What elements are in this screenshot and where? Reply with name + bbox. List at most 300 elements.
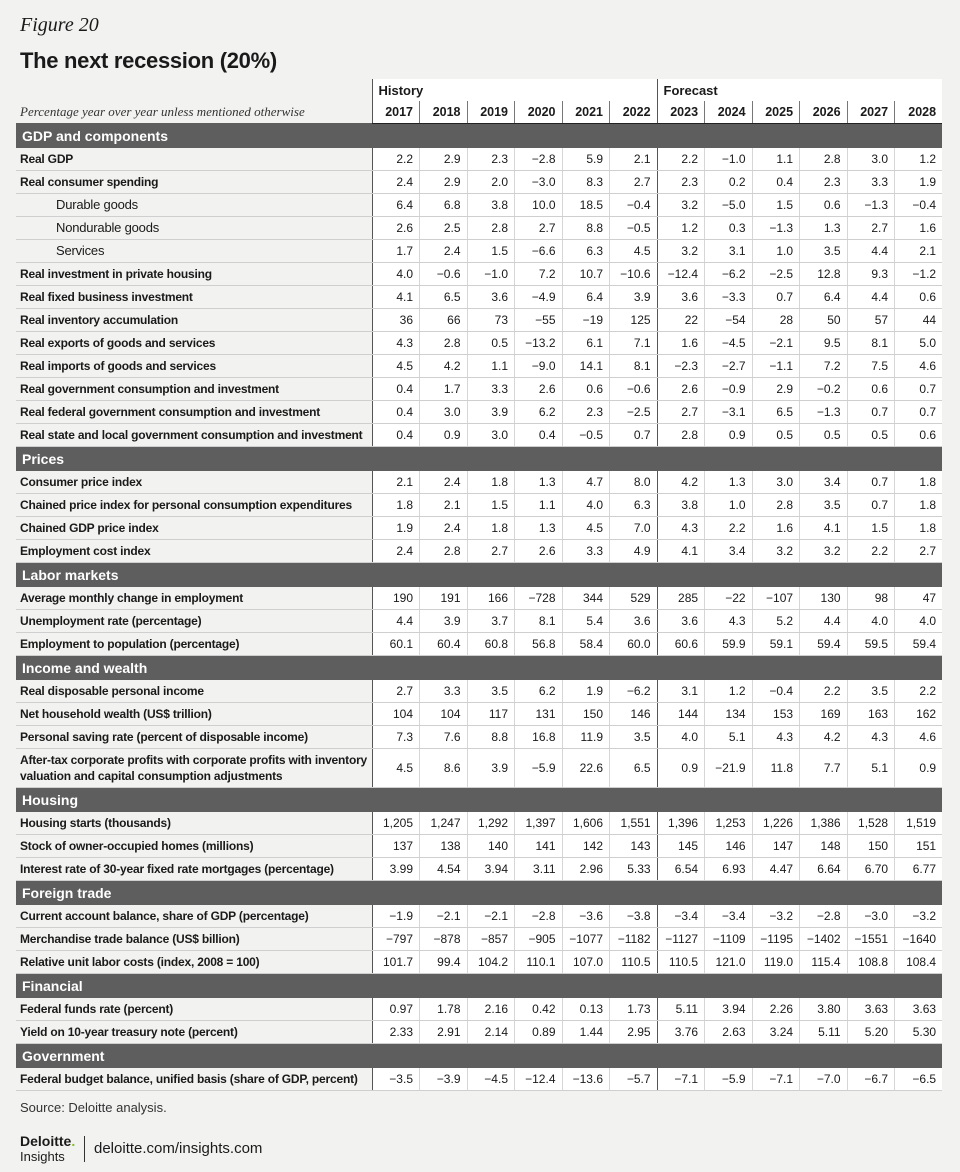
value-cell: 57 — [847, 308, 895, 331]
value-cell: 0.6 — [847, 377, 895, 400]
value-cell: −21.9 — [705, 748, 753, 787]
table-row — [16, 1020, 942, 1043]
row-label: Personal saving rate (percent of disposable income) — [16, 725, 372, 748]
value-cell: −4.5 — [705, 331, 753, 354]
value-cell: 18.5 — [562, 193, 610, 216]
value-cell: 5.2 — [752, 609, 800, 632]
deloitte-logo — [20, 1134, 75, 1164]
value-cell: 6.5 — [752, 400, 800, 423]
value-cell: −1.3 — [847, 193, 895, 216]
value-cell: 0.13 — [562, 998, 610, 1021]
value-cell: 1.9 — [562, 680, 610, 703]
figure-label: Figure 20 — [20, 14, 99, 36]
value-cell: 4.1 — [800, 516, 848, 539]
value-cell: 4.5 — [372, 748, 420, 787]
value-cell: 0.7 — [847, 471, 895, 494]
value-cell: −1.2 — [895, 262, 943, 285]
value-cell: 2.6 — [515, 377, 563, 400]
value-cell: 2.8 — [752, 493, 800, 516]
value-cell: 2.3 — [657, 170, 705, 193]
year-header-2018: 2018 — [420, 101, 468, 123]
value-cell: 6.64 — [800, 857, 848, 880]
value-cell: 0.7 — [752, 285, 800, 308]
value-cell: 2.7 — [372, 680, 420, 703]
value-cell: 7.3 — [372, 725, 420, 748]
value-cell: 2.4 — [372, 539, 420, 562]
value-cell: −1.0 — [467, 262, 515, 285]
value-cell: 3.8 — [467, 193, 515, 216]
value-cell: 2.7 — [467, 539, 515, 562]
table-row — [16, 905, 942, 928]
value-cell: 7.2 — [800, 354, 848, 377]
value-cell: −54 — [705, 308, 753, 331]
forecast-table — [16, 79, 942, 1091]
value-cell: 59.5 — [847, 632, 895, 655]
value-cell: 1.8 — [372, 493, 420, 516]
value-cell: 4.5 — [610, 239, 658, 262]
value-cell: 104.2 — [467, 950, 515, 973]
value-cell: 3.3 — [562, 539, 610, 562]
value-cell: 1.73 — [610, 998, 658, 1021]
value-cell: 110.1 — [515, 950, 563, 973]
value-cell: 11.8 — [752, 748, 800, 787]
value-cell: 1,253 — [705, 812, 753, 835]
header-spacer — [16, 79, 372, 101]
value-cell: −13.6 — [562, 1068, 610, 1091]
value-cell: 1.9 — [372, 516, 420, 539]
value-cell: 2.1 — [895, 239, 943, 262]
table-row — [16, 632, 942, 655]
table-row — [16, 262, 942, 285]
table-row — [16, 493, 942, 516]
footer-divider — [84, 1136, 85, 1162]
row-label: Real federal government consumption and investment — [16, 400, 372, 423]
value-cell: 1.2 — [895, 148, 943, 171]
value-cell: 3.2 — [752, 539, 800, 562]
value-cell: −0.4 — [895, 193, 943, 216]
value-cell: 6.3 — [562, 239, 610, 262]
value-cell: 131 — [515, 702, 563, 725]
value-cell: 5.11 — [657, 998, 705, 1021]
table-row — [16, 193, 942, 216]
table-row — [16, 927, 942, 950]
value-cell: 2.8 — [467, 216, 515, 239]
value-cell: 11.9 — [562, 725, 610, 748]
value-cell: −5.0 — [705, 193, 753, 216]
value-cell: −878 — [420, 927, 468, 950]
value-cell: −2.8 — [800, 905, 848, 928]
value-cell: 5.0 — [895, 331, 943, 354]
value-cell: 0.5 — [800, 423, 848, 446]
section-header — [16, 446, 942, 471]
row-label: Durable goods — [16, 193, 372, 216]
row-label: Services — [16, 239, 372, 262]
value-cell: 2.33 — [372, 1020, 420, 1043]
value-cell: 4.0 — [657, 725, 705, 748]
value-cell: 108.8 — [847, 950, 895, 973]
value-cell: 98 — [847, 587, 895, 610]
value-cell: 150 — [847, 834, 895, 857]
value-cell: 7.1 — [610, 331, 658, 354]
row-label: Stock of owner-occupied homes (millions) — [16, 834, 372, 857]
value-cell: 1.9 — [895, 170, 943, 193]
year-header-2022: 2022 — [610, 101, 658, 123]
value-cell: 10.7 — [562, 262, 610, 285]
value-cell: 2.8 — [657, 423, 705, 446]
value-cell: 50 — [800, 308, 848, 331]
year-header-2024: 2024 — [705, 101, 753, 123]
row-label: Real fixed business investment — [16, 285, 372, 308]
table-row — [16, 539, 942, 562]
period-header-row — [16, 79, 942, 101]
row-label: Federal budget balance, unified basis (share of GDP, percent) — [16, 1068, 372, 1091]
value-cell: 47 — [895, 587, 943, 610]
value-cell: 12.8 — [800, 262, 848, 285]
table-row — [16, 857, 942, 880]
year-header-2027: 2027 — [847, 101, 895, 123]
value-cell: 0.4 — [372, 423, 420, 446]
value-cell: −0.5 — [562, 423, 610, 446]
row-label: Interest rate of 30-year fixed rate mortgages (percentage) — [16, 857, 372, 880]
value-cell: 2.7 — [515, 216, 563, 239]
value-cell: 5.9 — [562, 148, 610, 171]
row-label: Current account balance, share of GDP (percentage) — [16, 905, 372, 928]
value-cell: 3.5 — [800, 493, 848, 516]
value-cell: 4.2 — [420, 354, 468, 377]
forecast-header: Forecast — [657, 79, 942, 101]
value-cell: 0.3 — [705, 216, 753, 239]
value-cell: −3.2 — [752, 905, 800, 928]
value-cell: 1,292 — [467, 812, 515, 835]
value-cell: 1.8 — [467, 471, 515, 494]
value-cell: 1,247 — [420, 812, 468, 835]
value-cell: −3.0 — [515, 170, 563, 193]
value-cell: 5.1 — [847, 748, 895, 787]
value-cell: 2.9 — [420, 148, 468, 171]
value-cell: 66 — [420, 308, 468, 331]
value-cell: 6.54 — [657, 857, 705, 880]
section-title: Foreign trade — [16, 880, 942, 905]
value-cell: 101.7 — [372, 950, 420, 973]
value-cell: −0.5 — [610, 216, 658, 239]
year-header-2021: 2021 — [562, 101, 610, 123]
value-cell: 1.6 — [657, 331, 705, 354]
value-cell: 2.3 — [562, 400, 610, 423]
value-cell: 1.2 — [705, 680, 753, 703]
value-cell: 0.7 — [847, 400, 895, 423]
value-cell: 3.5 — [847, 680, 895, 703]
table-row — [16, 170, 942, 193]
value-cell: −4.5 — [467, 1068, 515, 1091]
value-cell: 3.80 — [800, 998, 848, 1021]
value-cell: −1.3 — [800, 400, 848, 423]
value-cell: 59.4 — [895, 632, 943, 655]
value-cell: 191 — [420, 587, 468, 610]
value-cell: 1,397 — [515, 812, 563, 835]
value-cell: 44 — [895, 308, 943, 331]
value-cell: 6.4 — [800, 285, 848, 308]
section-title: Financial — [16, 973, 942, 998]
value-cell: −2.5 — [752, 262, 800, 285]
value-cell: 6.3 — [610, 493, 658, 516]
table-row — [16, 725, 942, 748]
row-label: Average monthly change in employment — [16, 587, 372, 610]
value-cell: 2.95 — [610, 1020, 658, 1043]
table-row — [16, 516, 942, 539]
value-cell: 59.1 — [752, 632, 800, 655]
row-label: Relative unit labor costs (index, 2008 = 100) — [16, 950, 372, 973]
table-row — [16, 331, 942, 354]
row-label: Real inventory accumulation — [16, 308, 372, 331]
value-cell: 2.2 — [657, 148, 705, 171]
value-cell: 60.4 — [420, 632, 468, 655]
value-cell: −2.5 — [610, 400, 658, 423]
value-cell: 117 — [467, 702, 515, 725]
value-cell: 9.5 — [800, 331, 848, 354]
value-cell: −0.4 — [610, 193, 658, 216]
value-cell: 1,551 — [610, 812, 658, 835]
value-cell: 6.4 — [372, 193, 420, 216]
row-label: Real investment in private housing — [16, 262, 372, 285]
value-cell: 4.5 — [562, 516, 610, 539]
value-cell: 4.6 — [895, 354, 943, 377]
value-cell: −1.1 — [752, 354, 800, 377]
value-cell: 0.4 — [372, 400, 420, 423]
value-cell: −0.2 — [800, 377, 848, 400]
value-cell: 3.3 — [467, 377, 515, 400]
value-cell: −1109 — [705, 927, 753, 950]
value-cell: 151 — [895, 834, 943, 857]
year-header-2025: 2025 — [752, 101, 800, 123]
value-cell: 2.96 — [562, 857, 610, 880]
value-cell: 4.7 — [562, 471, 610, 494]
value-cell: −0.6 — [420, 262, 468, 285]
value-cell: 3.3 — [420, 680, 468, 703]
value-cell: 2.1 — [420, 493, 468, 516]
value-cell: 1,396 — [657, 812, 705, 835]
year-header-2026: 2026 — [800, 101, 848, 123]
value-cell: 1.5 — [752, 193, 800, 216]
value-cell: 7.5 — [847, 354, 895, 377]
value-cell: 6.8 — [420, 193, 468, 216]
value-cell: −1182 — [610, 927, 658, 950]
row-label: Yield on 10-year treasury note (percent) — [16, 1020, 372, 1043]
value-cell: 4.2 — [657, 471, 705, 494]
figure-title: The next recession (20%) — [20, 48, 277, 73]
table-row — [16, 216, 942, 239]
value-cell: 1.8 — [895, 471, 943, 494]
value-cell: 2.6 — [515, 539, 563, 562]
value-cell: 0.4 — [372, 377, 420, 400]
value-cell: 344 — [562, 587, 610, 610]
row-label: After-tax corporate profits with corporate profits with inventory valuation and capital consumption adjustments — [16, 748, 372, 787]
value-cell: 3.24 — [752, 1020, 800, 1043]
table-row — [16, 148, 942, 171]
value-cell: −2.8 — [515, 148, 563, 171]
value-cell: 99.4 — [420, 950, 468, 973]
value-cell: 163 — [847, 702, 895, 725]
value-cell: 4.3 — [657, 516, 705, 539]
value-cell: 59.4 — [800, 632, 848, 655]
value-cell: 137 — [372, 834, 420, 857]
value-cell: 8.1 — [515, 609, 563, 632]
value-cell: 9.3 — [847, 262, 895, 285]
value-cell: 0.7 — [895, 400, 943, 423]
value-cell: 529 — [610, 587, 658, 610]
value-cell: 0.7 — [847, 493, 895, 516]
table-row — [16, 748, 942, 787]
value-cell: 8.1 — [610, 354, 658, 377]
value-cell: 153 — [752, 702, 800, 725]
year-header-2020: 2020 — [515, 101, 563, 123]
value-cell: −5.9 — [705, 1068, 753, 1091]
value-cell: 104 — [372, 702, 420, 725]
value-cell: 2.9 — [752, 377, 800, 400]
value-cell: 3.1 — [657, 680, 705, 703]
row-label: Chained price index for personal consumption expenditures — [16, 493, 372, 516]
table-row — [16, 998, 942, 1021]
value-cell: 3.9 — [420, 609, 468, 632]
value-cell: −857 — [467, 927, 515, 950]
value-cell: −3.8 — [610, 905, 658, 928]
value-cell: 145 — [657, 834, 705, 857]
value-cell: 0.6 — [800, 193, 848, 216]
value-cell: 5.1 — [705, 725, 753, 748]
value-cell: 22 — [657, 308, 705, 331]
value-cell: 0.2 — [705, 170, 753, 193]
value-cell: −5.7 — [610, 1068, 658, 1091]
value-cell: −55 — [515, 308, 563, 331]
brand-dot-icon: . — [71, 1133, 76, 1149]
footer-url[interactable]: deloitte.com/insights.com — [94, 1140, 263, 1157]
value-cell: 143 — [610, 834, 658, 857]
value-cell: 1.5 — [847, 516, 895, 539]
value-cell: 150 — [562, 702, 610, 725]
value-cell: −107 — [752, 587, 800, 610]
value-cell: 2.5 — [420, 216, 468, 239]
value-cell: −2.1 — [467, 905, 515, 928]
value-cell: 1.7 — [420, 377, 468, 400]
value-cell: 5.11 — [800, 1020, 848, 1043]
value-cell: −2.3 — [657, 354, 705, 377]
value-cell: 8.8 — [562, 216, 610, 239]
value-cell: 60.8 — [467, 632, 515, 655]
value-cell: 1,606 — [562, 812, 610, 835]
section-title: Prices — [16, 446, 942, 471]
section-title: GDP and components — [16, 123, 942, 148]
value-cell: −1.3 — [752, 216, 800, 239]
value-cell: 1,386 — [800, 812, 848, 835]
value-cell: 2.16 — [467, 998, 515, 1021]
row-label: Real state and local government consumption and investment — [16, 423, 372, 446]
value-cell: 3.4 — [800, 471, 848, 494]
value-cell: 28 — [752, 308, 800, 331]
section-title: Income and wealth — [16, 655, 942, 680]
row-label: Real government consumption and investment — [16, 377, 372, 400]
value-cell: 1.3 — [515, 471, 563, 494]
value-cell: 4.54 — [420, 857, 468, 880]
value-cell: 10.0 — [515, 193, 563, 216]
value-cell: 3.11 — [515, 857, 563, 880]
value-cell: 4.0 — [895, 609, 943, 632]
value-cell: −3.3 — [705, 285, 753, 308]
value-cell: −5.9 — [515, 748, 563, 787]
value-cell: 7.2 — [515, 262, 563, 285]
value-cell: 2.3 — [467, 148, 515, 171]
value-cell: 3.6 — [657, 285, 705, 308]
table-row — [16, 239, 942, 262]
value-cell: 4.3 — [752, 725, 800, 748]
table-row — [16, 702, 942, 725]
value-cell: 4.0 — [562, 493, 610, 516]
value-cell: 2.26 — [752, 998, 800, 1021]
value-cell: 1.8 — [467, 516, 515, 539]
value-cell: 166 — [467, 587, 515, 610]
value-cell: −0.6 — [610, 377, 658, 400]
value-cell: 6.70 — [847, 857, 895, 880]
value-cell: 3.0 — [467, 423, 515, 446]
value-cell: 3.63 — [847, 998, 895, 1021]
table-row — [16, 354, 942, 377]
value-cell: 1.3 — [515, 516, 563, 539]
value-cell: 138 — [420, 834, 468, 857]
value-cell: −3.6 — [562, 905, 610, 928]
value-cell: 22.6 — [562, 748, 610, 787]
value-cell: −3.4 — [657, 905, 705, 928]
value-cell: −728 — [515, 587, 563, 610]
value-cell: 3.94 — [705, 998, 753, 1021]
value-cell: 1.3 — [800, 216, 848, 239]
value-cell: 2.2 — [372, 148, 420, 171]
value-cell: 1.5 — [467, 239, 515, 262]
value-cell: 2.4 — [372, 170, 420, 193]
value-cell: 107.0 — [562, 950, 610, 973]
value-cell: 4.9 — [610, 539, 658, 562]
value-cell: −0.9 — [705, 377, 753, 400]
value-cell: 3.63 — [895, 998, 943, 1021]
value-cell: 119.0 — [752, 950, 800, 973]
brand-name: Deloitte — [20, 1133, 72, 1149]
value-cell: 3.76 — [657, 1020, 705, 1043]
value-cell: 2.7 — [610, 170, 658, 193]
value-cell: 1.2 — [657, 216, 705, 239]
value-cell: 73 — [467, 308, 515, 331]
value-cell: 2.14 — [467, 1020, 515, 1043]
row-label: Net household wealth (US$ trillion) — [16, 702, 372, 725]
row-label: Unemployment rate (percentage) — [16, 609, 372, 632]
value-cell: 59.9 — [705, 632, 753, 655]
year-header-2017: 2017 — [372, 101, 420, 123]
value-cell: 1.5 — [467, 493, 515, 516]
value-cell: 6.2 — [515, 680, 563, 703]
table-row — [16, 423, 942, 446]
value-cell: 4.4 — [847, 285, 895, 308]
table-row — [16, 400, 942, 423]
table-row — [16, 950, 942, 973]
value-cell: 2.2 — [800, 680, 848, 703]
value-cell: −22 — [705, 587, 753, 610]
value-cell: 1.0 — [752, 239, 800, 262]
value-cell: 3.7 — [467, 609, 515, 632]
value-cell: 3.0 — [420, 400, 468, 423]
row-label: Employment to population (percentage) — [16, 632, 372, 655]
value-cell: −7.0 — [800, 1068, 848, 1091]
value-cell: −6.2 — [610, 680, 658, 703]
value-cell: 0.97 — [372, 998, 420, 1021]
value-cell: 0.9 — [657, 748, 705, 787]
value-cell: 3.2 — [800, 539, 848, 562]
value-cell: 4.0 — [372, 262, 420, 285]
